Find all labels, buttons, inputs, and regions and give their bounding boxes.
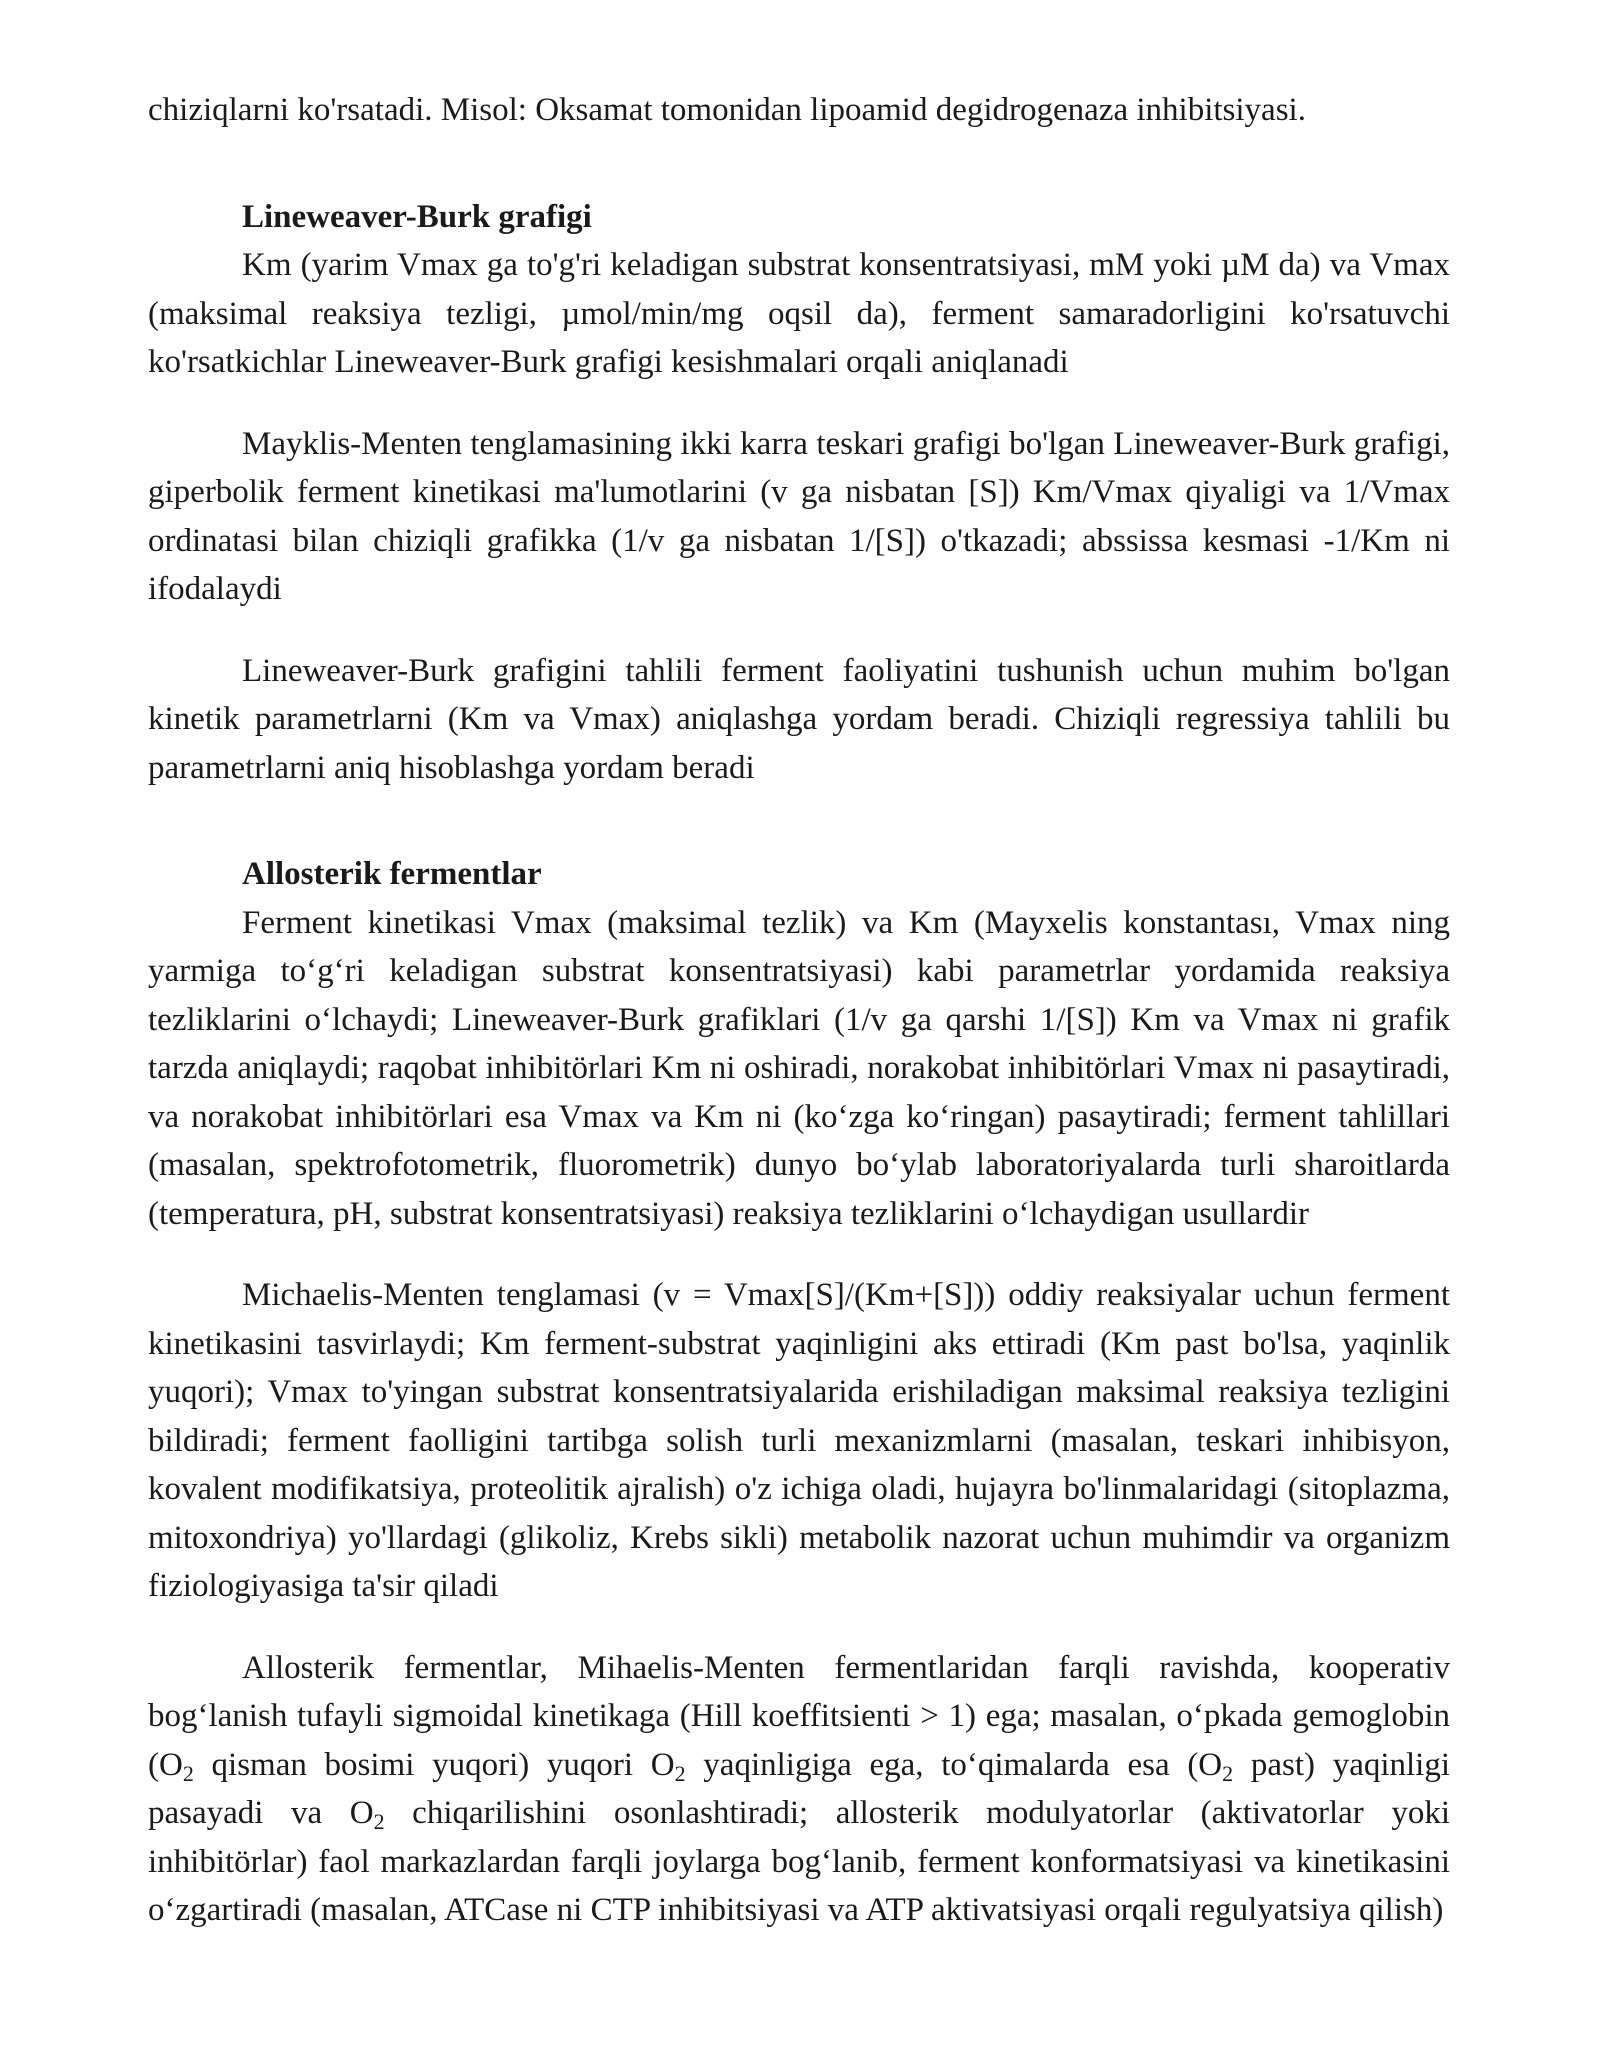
text-run: past) yaqinligi pasayadi va O bbox=[148, 1746, 1451, 1831]
subscript: 2 bbox=[182, 1760, 194, 1786]
text-run: yaqinligiga ega, to‘qimalarda esa (O bbox=[685, 1746, 1223, 1783]
paragraph-michaelis-menten: Michaelis-Menten tenglamasi (v = Vmax[S]/(Km+[S])) oddiy reaksiyalar uchun ferment kinetikasini tasvirlaydi; Km ferment-substrat yaqinligini aks ettiradi (Km past bo'lsa, yaqinlik yuqori); Vmax to'yingan substrat konsentratsiyalarida erishiladigan maksimal reaksiya tezligini bildiradi; ferment faolligini tartibga solish turli mexanizmlarni (masalan, teskari inhibisyon, kovalent modifikatsiya, proteolitik ajralish) o'z ichiga oladi, hujayra bo'linmalaridagi (sitoplazma, mitoxondriya) yo'llardagi (glikoliz, Krebs sikli) metabolik nazorat uchun muhimdir va organizm fiziologiyasiga ta'sir qiladi bbox=[148, 1277, 1450, 1604]
subscript: 2 bbox=[1222, 1760, 1234, 1786]
heading-lineweaver-burk: Lineweaver-Burk grafigi bbox=[242, 198, 592, 235]
paragraph-allosteric-description bbox=[148, 1644, 1450, 1935]
paragraph-lb-analysis: Lineweaver-Burk grafigini tahlili ferment faoliyatini tushunish uchun muhim bo'lgan kinetik parametrlarni (Km va Vmax) aniqlashga yordam beradi. Chiziqli regressiya tahlili bu parametrlarni aniq hisoblashga yordam beradi bbox=[148, 652, 1450, 786]
subscript: 2 bbox=[674, 1760, 686, 1786]
text-run: chiqarilishini osonlashtiradi; allosterik modulyatorlar (aktivatorlar yoki inhibitörlar) faol markazlardan farqli joylarga bog‘lanib, ferment konformatsiyasi va kinetikasini o‘zgartiradi (masalan, ATCase ni CTP inhibitsiyasi va ATP aktivatsiyasi orqali regulyatsiya qilish) bbox=[148, 1795, 1450, 1928]
subscript: 2 bbox=[373, 1809, 385, 1834]
paragraph-continuation: chiziqlarni ko'rsatadi. Misol: Oksamat tomonidan lipoamid degidrogenaza inhibitsiyasi. bbox=[148, 92, 1306, 128]
document-page bbox=[148, 86, 1450, 1935]
paragraph-km-vmax: Km (yarim Vmax ga to'g'ri keladigan substrat konsentratsiyasi, mM yoki µM da) va Vmax (maksimal reaksiya tezligi, µmol/min/mg oqsil da), ferment samaradorligini ko'rsatuvchi ko'rsatkichlar Lineweaver-Burk grafigi kesishmalari orqali aniqlanadi bbox=[148, 247, 1450, 380]
paragraph-enzyme-kinetics: Ferment kinetikasi Vmax (maksimal tezlik) va Km (Mayxelis konstantası, Vmax ning yarmiga to‘g‘ri keladigan substrat konsentratsiyasi) kabi parametrlar yordamida reaksiya tezliklarini o‘lchaydi; Lineweaver-Burk grafiklari (1/v ga qarshi 1/[S]) Km va Vmax ni grafik tarzda aniqlaydi; raqobat inhibitörlari Km ni oshiradi, norakobat inhibitörlari Vmax ni pasaytiradi, va norakobat inhibitörlari esa Vmax va Km ni (ko‘zga ko‘ringan) pasaytiradi; ferment tahlillari (masalan, spektrofotometrik, fluorometrik) dunyo bo‘ylab laboratoriyalarda turli sharoitlarda (temperatura, pH, substrat konsentratsiyasi) reaksiya tezliklarini o‘lchaydigan usullardir bbox=[148, 904, 1450, 1232]
text-run: qisman bosimi yuqori) yuqori O bbox=[193, 1746, 675, 1783]
paragraph-double-reciprocal: Mayklis-Menten tenglamasining ikki karra teskari grafigi bo'lgan Lineweaver-Burk grafigi, giperbolik ferment kinetikasi ma'lumotlarini (v ga nisbatan [S]) Km/Vmax qiyaligi va 1/Vmax ordinatasi bilan chiziqli grafikka (1/v ga nisbatan 1/[S]) o'tkazadi; abssissa kesmasi -1/Km ni ifodalaydi bbox=[148, 425, 1450, 607]
heading-allosteric-enzymes: Allosterik fermentlar bbox=[242, 856, 542, 892]
text-run: Allosterik fermentlar, Mihaelis-Menten fermentlaridan farqli ravishda, kooperativ bog‘lanish tufayli sigmoidal kinetikaga (Hill koeffitsienti > 1) ega; masalan, o‘pkada gemoglobin (O bbox=[148, 1649, 1450, 1783]
